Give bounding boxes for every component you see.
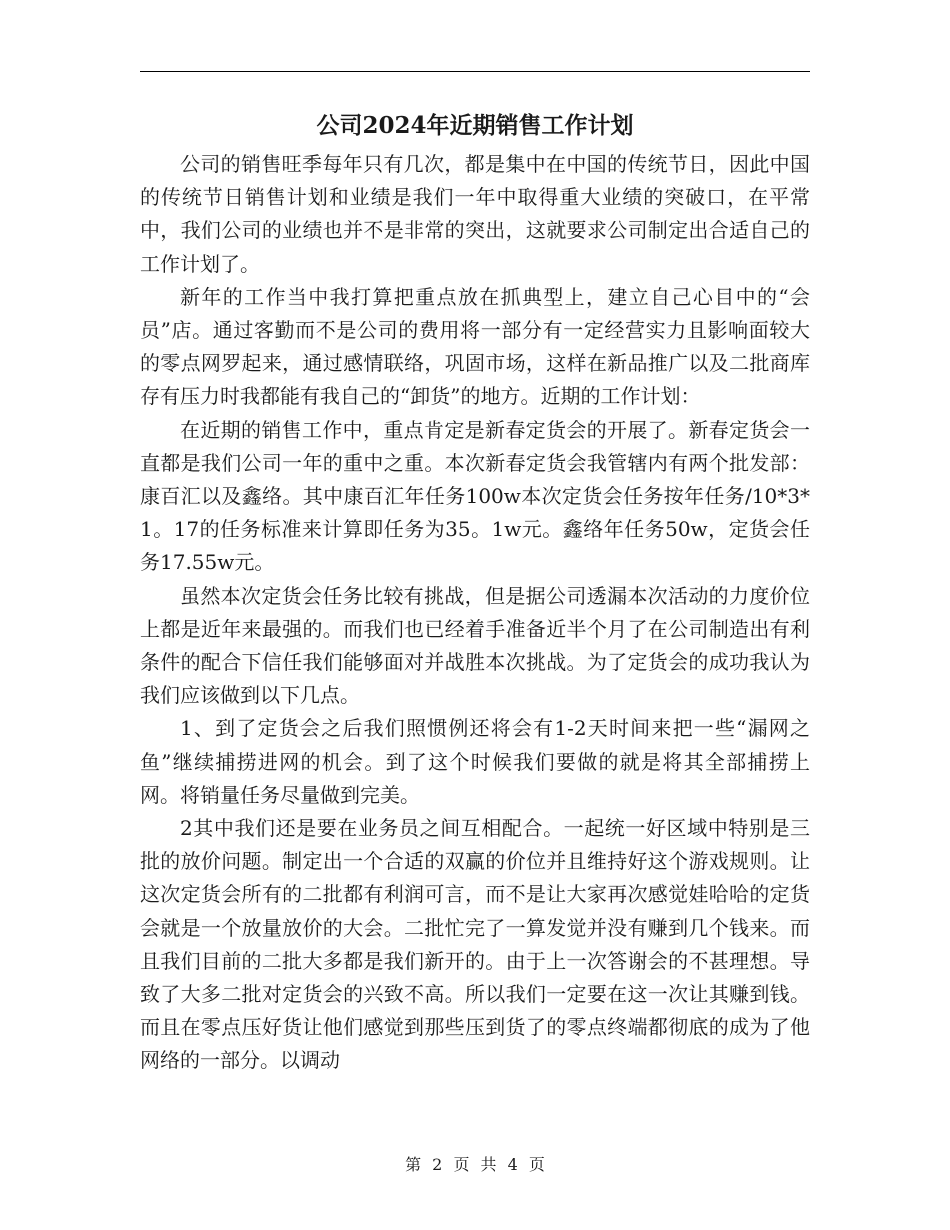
paragraph: 虽然本次定货会任务比较有挑战，但是据公司透漏本次活动的力度价位上都是近年来最强的。而我们也已经着手准备近半个月了在公司制造出有利条件的配合下信任我们能够面对并战胜本次挑战。为了定货会的成功我认为我们应该做到以下几点。 xyxy=(140,583,810,708)
paragraph: 1、到了定货会之后我们照惯例还将会有1-2天时间来把一些“漏网之鱼”继续捕捞进网的机会。到了这个时候我们要做的就是将其全部捕捞上网。将销量任务尽量做到完美。 xyxy=(140,716,810,807)
document-title: 公司2024年近期销售工作计划 xyxy=(316,112,634,139)
paragraph: 新年的工作当中我打算把重点放在抓典型上，建立自己心目中的“会员”店。通过客勤而不是公司的费用将一部分有一定经营实力且影响面较大的零点网罗起来，通过感情联络，巩固市场，这样在新品推广以及二批商库存有压力时我都能有我自己的“卸货”的地方。近期的工作计划： xyxy=(140,284,810,409)
document-body xyxy=(140,148,810,1078)
page-number-footer: 第 2 页 共 4 页 xyxy=(405,1155,545,1174)
paragraph: 公司的销售旺季每年只有几次，都是集中在中国的传统节日，因此中国的传统节日销售计划和业绩是我们一年中取得重大业绩的突破口，在平常中，我们公司的业绩也并不是非常的突出，这就要求公司制定出合适自己的工作计划了。 xyxy=(140,152,810,276)
paragraph: 在近期的销售工作中，重点肯定是新春定货会的开展了。新春定货会一直都是我们公司一年的重中之重。本次新春定货会我管辖内有两个批发部：康百汇以及鑫络。其中康百汇年任务100w本次定货会任务按年任务/10*3*1。17的任务标准来计算即任务为35。1w元。鑫络年任务50w，定货会任务17.55w元。 xyxy=(140,417,810,575)
paragraph: 2其中我们还是要在业务员之间互相配合。一起统一好区域中特别是三批的放价问题。制定出一个合适的双赢的价位并且维持好这个游戏规则。让这次定货会所有的二批都有利润可言，而不是让大家再次感觉娃哈哈的定货会就是一个放量放价的大会。二批忙完了一算发觉并没有赚到几个钱来。而且我们目前的二批大多都是我们新开的。由于上一次答谢会的不甚理想。导致了大多二批对定货会的兴致不高。所以我们一定要在这一次让其赚到钱。而且在零点压好货让他们感觉到那些压到货了的零点终端都彻底的成为了他网络的一部分。以调动 xyxy=(140,816,810,1073)
header-rule xyxy=(140,71,810,72)
